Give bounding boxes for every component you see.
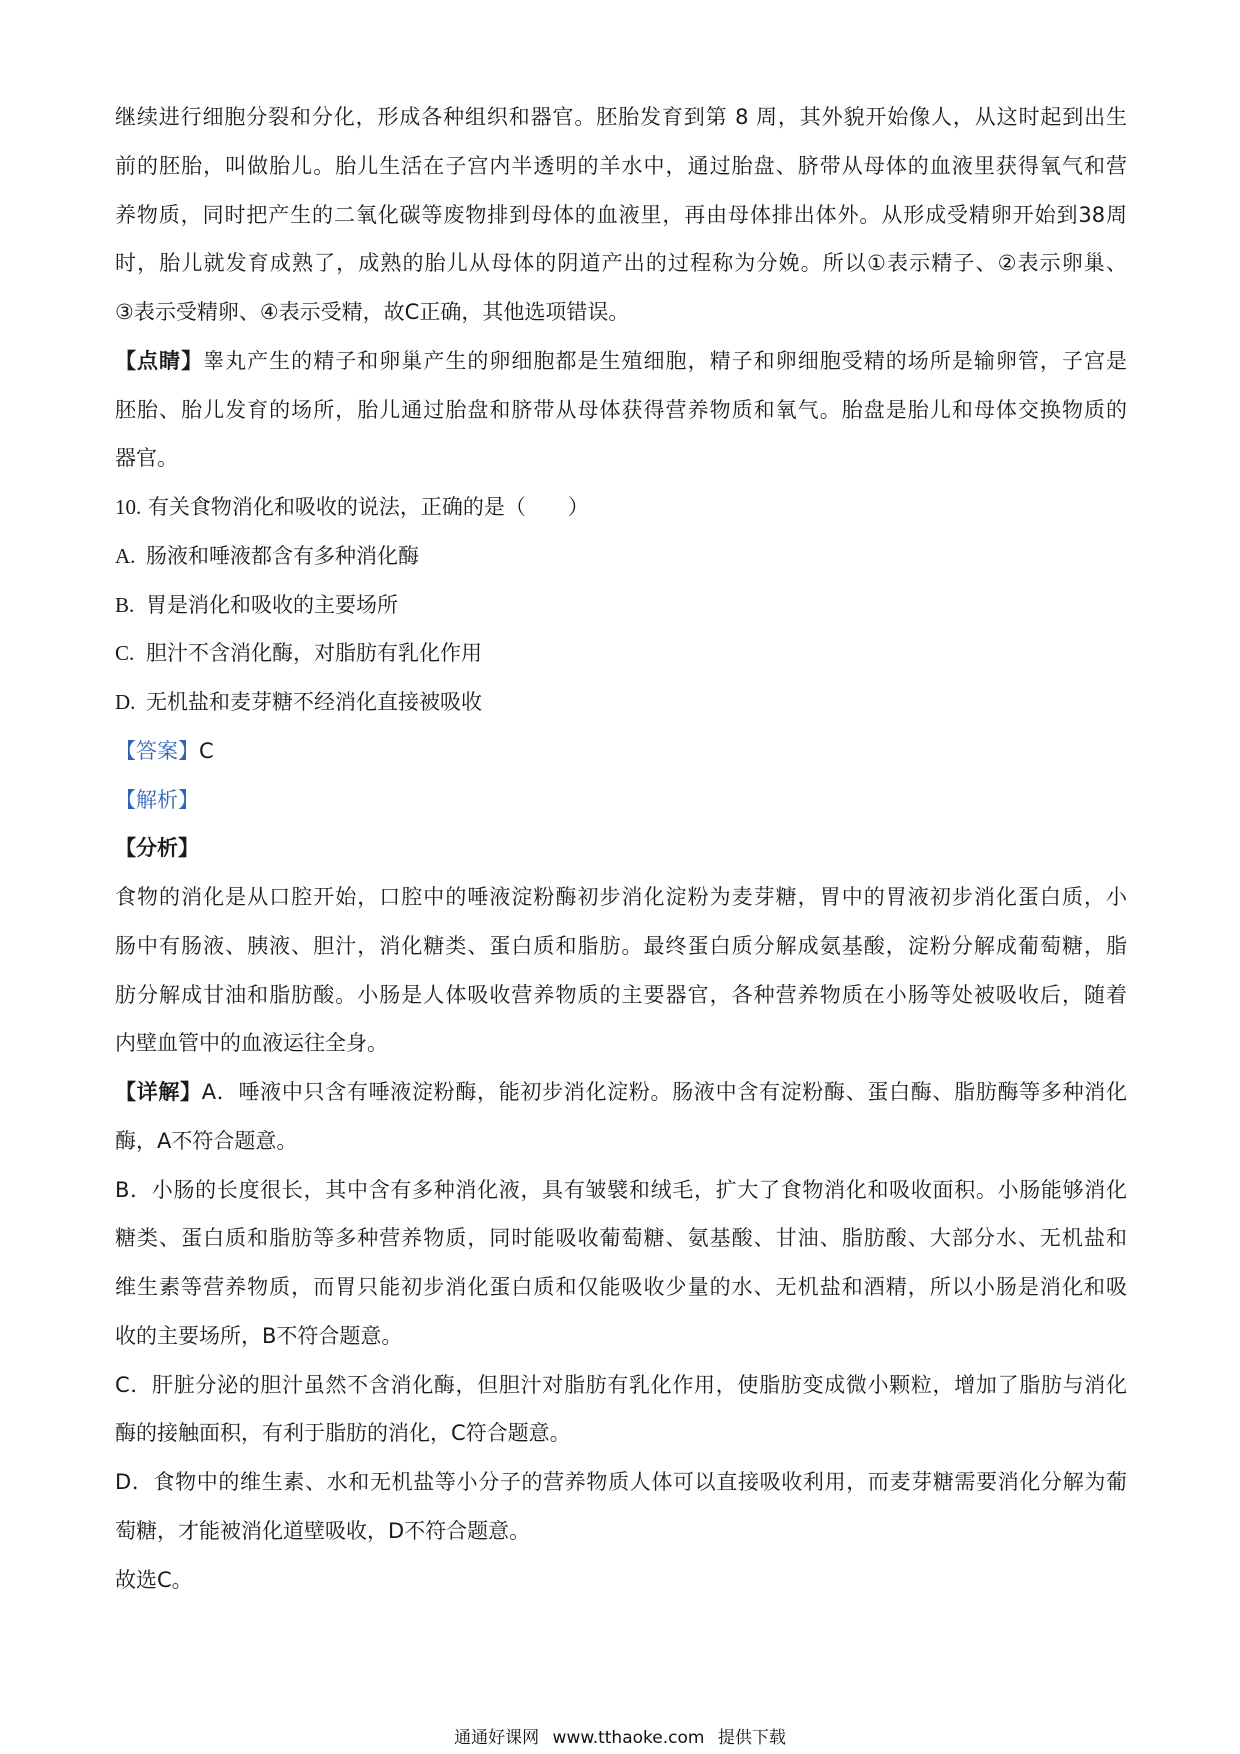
analysis-line: 肠中有肠液、胰液、胆汁，消化糖类、蛋白质和脂肪。最终蛋白质分解成氨基酸，淀粉分解成葡萄糖，脂 xyxy=(115,933,1127,958)
option-text: 肠液和唾液都含有多种消化酶 xyxy=(146,543,419,568)
answer-label: 【答案】 xyxy=(115,738,199,763)
detail-line: C．肝脏分泌的胆汁虽然不含消化酶，但胆汁对脂肪有乳化作用，使脂肪变成微小颗粒，增加了脂肪与消化 xyxy=(115,1372,1127,1397)
detail-line: 维生素等营养物质，而胃只能初步消化蛋白质和仅能吸收少量的水、无机盐和酒精，所以小肠是消化和吸 xyxy=(115,1275,1127,1299)
option-text: 无机盐和麦芽糖不经消化直接被吸收 xyxy=(146,690,482,714)
option-letter: C. xyxy=(115,641,135,666)
key-point-text: 睾丸产生的精子和卵巢产生的卵细胞都是生殖细胞，精子和卵细胞受精的场所是输卵管，子宫是 xyxy=(203,348,1127,373)
key-point-line: 胚胎、胎儿发育的场所，胎儿通过胎盘和脐带从母体获得营养物质和氧气。胎盘是胎儿和母体交换物质的 xyxy=(115,397,1127,422)
document-body xyxy=(115,93,1127,1604)
detail-line: 糖类、蛋白质和脂肪等多种营养物质，同时能吸收葡萄糖、氨基酸、甘油、脂肪酸、大部分水、无机盐和 xyxy=(115,1226,1127,1251)
prev-explanation-line: 继续进行细胞分裂和分化，形成各种组织和器官。胚胎发育到第 8 周，其外貌开始像人，从这时起到出生 xyxy=(115,105,1127,129)
detail-line: B．小肠的长度很长，其中含有多种消化液，具有皱襞和绒毛，扩大了食物消化和吸收面积。小肠能够消化 xyxy=(115,1177,1127,1202)
detail-line xyxy=(115,1068,1127,1117)
option-text: 胆汁不含消化酶，对脂肪有乳化作用 xyxy=(146,641,482,666)
detail-line: 酶的接触面积，有利于脂肪的消化，C符合题意。 xyxy=(115,1421,571,1446)
option-b xyxy=(115,581,1127,630)
key-point-label: 【点睛】 xyxy=(115,348,204,373)
detail-text: A．唾液中只含有唾液淀粉酶，能初步消化淀粉。肠液中含有淀粉酶、蛋白酶、脂肪酶等多种消化 xyxy=(201,1080,1127,1104)
option-a xyxy=(115,532,1127,581)
detail-line: 酶，A不符合题意。 xyxy=(115,1128,298,1153)
option-c xyxy=(115,629,1127,678)
option-letter: D. xyxy=(115,690,136,714)
analysis-line: 肪分解成甘油和脂肪酸。小肠是人体吸收营养物质的主要器官，各种营养物质在小肠等处被吸收后，随着 xyxy=(115,982,1127,1007)
question-text: 有关食物消化和吸收的说法，正确的是（ ） xyxy=(147,495,589,519)
question-number: 10. xyxy=(115,495,142,519)
prev-explanation-line: ③表示受精卵、④表示受精，故C正确，其他选项错误。 xyxy=(115,300,630,324)
page-footer: 通通好课网 www.tthaoke.com 提供下载 xyxy=(454,1728,786,1748)
option-text: 胃是消化和吸收的主要场所 xyxy=(146,592,398,617)
option-letter: B. xyxy=(115,592,135,617)
answer-value: C xyxy=(199,738,214,763)
key-point-line: 器官。 xyxy=(115,446,178,471)
option-d xyxy=(115,678,1127,727)
prev-explanation-line: 前的胚胎，叫做胎儿。胎儿生活在子宫内半透明的羊水中，通过胎盘、脐带从母体的血液里获得氧气和营 xyxy=(115,153,1127,178)
detail-label: 【详解】 xyxy=(115,1080,202,1104)
solution-label: 【解析】 xyxy=(115,787,199,812)
detail-line: 萄糖，才能被消化道壁吸收，D不符合题意。 xyxy=(115,1518,531,1543)
analysis-heading xyxy=(115,824,1127,873)
analysis-line: 内壁血管中的血液运往全身。 xyxy=(115,1031,388,1056)
detail-line: D．食物中的维生素、水和无机盐等小分子的营养物质人体可以直接吸收利用，而麦芽糖需要消化分解为葡 xyxy=(115,1470,1127,1494)
analysis-label: 【分析】 xyxy=(115,836,199,861)
key-point-line xyxy=(115,337,1127,386)
conclusion: 故选C。 xyxy=(115,1567,193,1592)
prev-explanation-line: 养物质，同时把产生的二氧化碳等废物排到母体的血液里，再由母体排出体外。从形成受精卵开始到38周 xyxy=(115,202,1127,227)
question-stem xyxy=(115,483,1127,532)
prev-explanation-line: 时，胎儿就发育成熟了，成熟的胎儿从母体的阴道产出的过程称为分娩。所以①表示精子、②表示卵巢、 xyxy=(115,251,1127,276)
detail-line: 收的主要场所，B不符合题意。 xyxy=(115,1323,403,1348)
analysis-line: 食物的消化是从口腔开始，口腔中的唾液淀粉酶初步消化淀粉为麦芽糖，胃中的胃液初步消化蛋白质，小 xyxy=(115,885,1127,909)
answer-line xyxy=(115,727,1127,776)
solution-line xyxy=(115,776,1127,825)
option-letter: A. xyxy=(115,543,136,568)
